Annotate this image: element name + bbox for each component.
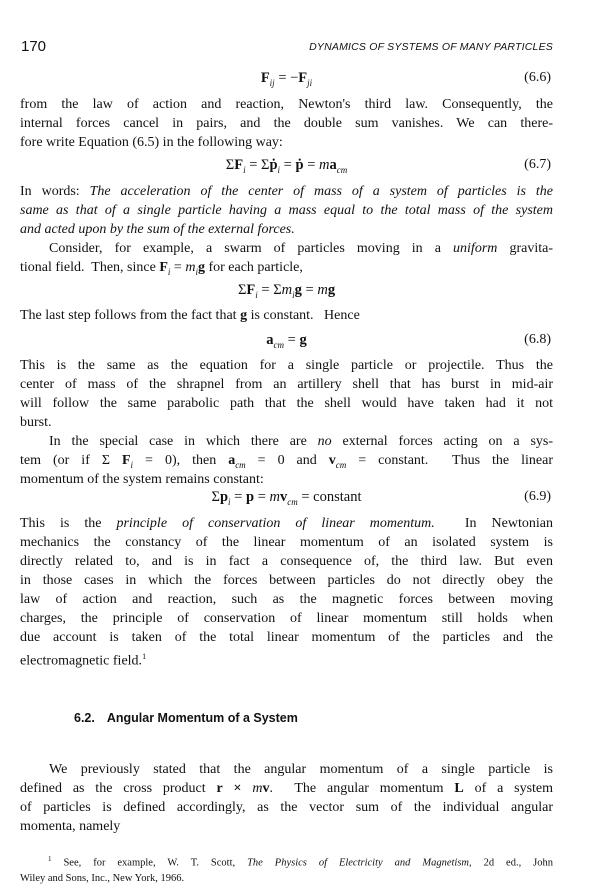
text-line: This is the principle of conservation of linear momentum. In Newtonian bbox=[20, 516, 553, 531]
equation-6-6-body: $F_{ij} = -F_{ji}$ bbox=[260, 70, 313, 88]
text-line: momentum of the system remains constant: bbox=[20, 472, 264, 487]
equation-6-7 bbox=[20, 157, 553, 177]
equation-6-9 bbox=[20, 489, 553, 509]
equation-6-6-number: (6.6) bbox=[524, 70, 551, 85]
text-line: due account is taken of the total linear momentum of the particles and the bbox=[20, 630, 553, 645]
text-line: mechanics the constancy of the linear momentum of an isolated system is bbox=[20, 535, 553, 550]
text-line: We previously stated that the angular momentum of a single particle is bbox=[49, 762, 553, 777]
text-line: of particles is defined accordingly, as the vector sum of the individual angular bbox=[20, 800, 553, 815]
text-line: The last step follows from the fact that g is constant. Hence bbox=[20, 308, 360, 323]
page-number: 170 bbox=[21, 38, 47, 55]
text-line: Consider, for example, a swarm of particles moving in a uniform gravita- bbox=[49, 241, 554, 256]
footnote-line: $^1$ See, for example, W. T. Scott, The Physics of Electricity and Magnetism, 2d ed., John bbox=[48, 855, 553, 869]
section-heading bbox=[74, 711, 298, 725]
text-line: same as that of a single particle having a mass equal to the total mass of the system bbox=[20, 203, 553, 218]
equation-6-8 bbox=[20, 332, 553, 352]
paragraph-5 bbox=[20, 356, 553, 432]
equation-6-6 bbox=[20, 70, 553, 90]
footnote bbox=[20, 852, 553, 886]
equation-6-8-body: $a_{cm} = g$ bbox=[266, 332, 307, 350]
section-title: Angular Momentum of a System bbox=[106, 711, 298, 725]
paragraph-6 bbox=[20, 432, 553, 489]
paragraph-1 bbox=[20, 95, 553, 152]
text-line: will follow the same parabolic path that the shell would have taken had it not bbox=[20, 396, 553, 411]
text-line: In words: The acceleration of the center of mass of a system of particles is the bbox=[20, 184, 553, 199]
equation-6-8-number: (6.8) bbox=[524, 332, 551, 347]
text-line: burst. bbox=[20, 415, 52, 430]
section-number: 6.2. bbox=[74, 711, 95, 725]
text-line: electromagnetic field.$^1$ bbox=[20, 652, 147, 669]
text-line: from the law of action and reaction, Newton's third law. Consequently, the bbox=[20, 97, 553, 112]
footnote-line: Wiley and Sons, Inc., New York, 1966. bbox=[20, 872, 185, 884]
text-line: charges, the principle of conservation of linear momentum still holds when bbox=[20, 611, 553, 626]
text-line: defined as the cross product r × mv. The angular momentum L of a system bbox=[20, 781, 554, 796]
text-line: and acted upon by the sum of the external forces. bbox=[20, 222, 295, 237]
text-line: tional field. Then, since $F_i = m_ig$ for each particle, bbox=[20, 260, 303, 277]
text-line: momenta, namely bbox=[20, 819, 121, 834]
text-line: law of action and reaction, such as the magnetic forces between moving bbox=[20, 592, 553, 607]
running-head: DYNAMICS OF SYSTEMS OF MANY PARTICLES bbox=[309, 41, 553, 53]
paragraph-2 bbox=[20, 182, 553, 239]
equation-6-7-body: $\Sigma F_i$ = Σṗ$_i$ = ṗ = $ma_{cm}$ bbox=[225, 157, 348, 175]
text-line: In the special case in which there are no external forces acting on a sys- bbox=[49, 434, 554, 449]
text-line: internal forces cancel in pairs, and the double sum vanishes. We can there- bbox=[20, 116, 553, 131]
paragraph-3 bbox=[20, 239, 553, 277]
text-line: directly related to, and is in fact a consequence of, the third law. But even bbox=[20, 554, 553, 569]
text-line: tem (or if Σ $F_i = 0$), then $a_{cm} = 0$ and $v_{cm}$ = constant. Thus the linear bbox=[20, 453, 553, 470]
book-page bbox=[20, 0, 553, 893]
paragraph-8 bbox=[20, 760, 553, 836]
equation-6-7-number: (6.7) bbox=[524, 157, 551, 172]
equation-gravity-sum-body: $\Sigma F_i = \Sigma m_ig$ = mg bbox=[237, 282, 336, 300]
text-line: in those cases in which the forces between particles do not directly obey the bbox=[20, 573, 553, 588]
text-line: center of mass of the shrapnel from an artillery shell that has burst in mid-air bbox=[20, 377, 553, 392]
text-line: This is the same as the equation for a single particle or projectile. Thus the bbox=[20, 358, 553, 373]
paragraph-4 bbox=[20, 306, 553, 325]
equation-6-9-body: $\Sigma p_i = p = mv_{cm}$ = constant bbox=[211, 489, 362, 507]
equation-6-9-number: (6.9) bbox=[524, 489, 551, 504]
text-line: fore write Equation (6.5) in the following way: bbox=[20, 135, 283, 150]
page-header bbox=[20, 38, 553, 58]
paragraph-7 bbox=[20, 514, 553, 669]
equation-gravity-sum bbox=[20, 282, 553, 302]
